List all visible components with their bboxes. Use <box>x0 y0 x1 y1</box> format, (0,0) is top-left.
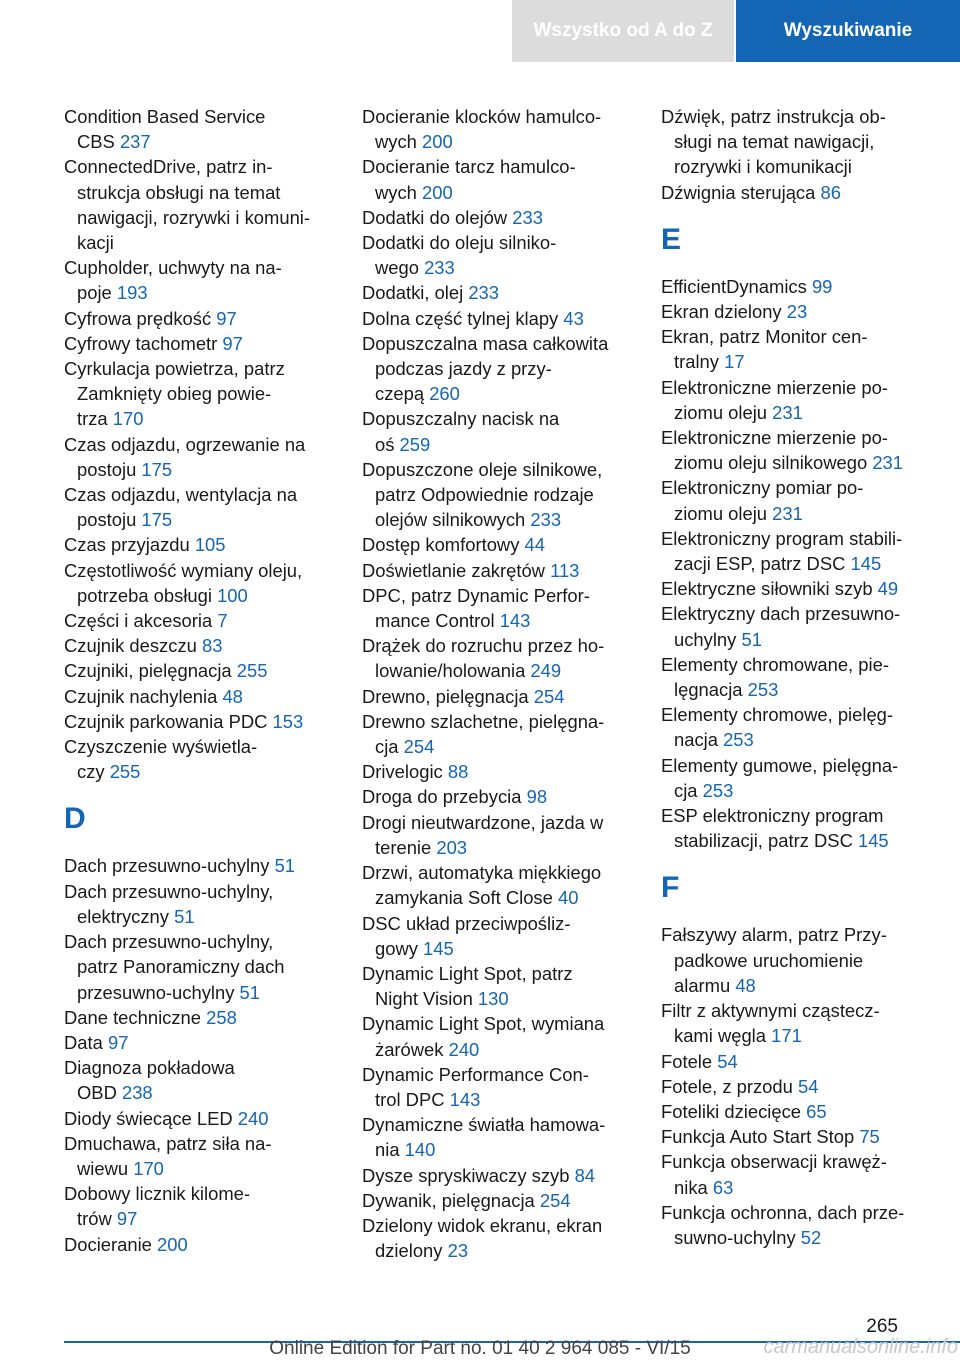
index-entry-text: Elementy chromowane, pie- lęgnacja <box>661 653 889 701</box>
index-entry-text: Cyfrowy tachometr <box>64 332 223 354</box>
index-entry <box>661 425 931 475</box>
tab-wyszukiwanie[interactable]: Wyszukiwanie <box>736 0 960 62</box>
index-entry <box>64 929 336 1005</box>
index-entry-text: Drogi nieutwardzone, jazda w terenie <box>362 811 604 858</box>
index-entry <box>661 1149 931 1199</box>
index-page-link[interactable]: 97 <box>107 1031 129 1053</box>
index-page-link[interactable]: 7 <box>217 610 228 632</box>
index-entry-text: Cyrkulacja powietrza, patrz Zamknięty obieg powie- trza <box>64 358 285 430</box>
index-entry <box>661 1124 931 1149</box>
index-entry-text: Drążek do rozruchu przez ho- lowanie/holowania <box>362 635 605 682</box>
index-page-link[interactable]: 233 <box>468 282 499 304</box>
index-entry <box>362 230 634 280</box>
index-entry-text: Dach przesuwno-uchylny <box>64 855 275 877</box>
index-page-link[interactable]: 231 <box>772 502 803 524</box>
index-entry <box>661 753 931 803</box>
index-entry <box>64 331 336 356</box>
index-entry-text: Dodatki do olejów <box>362 206 513 228</box>
index-page-link[interactable]: 97 <box>222 332 243 354</box>
index-entry <box>661 104 931 180</box>
index-entry <box>661 274 931 299</box>
index-page-link[interactable]: 260 <box>429 383 460 405</box>
index-page-link[interactable]: 143 <box>499 610 531 632</box>
index-page-link[interactable]: 145 <box>857 830 889 852</box>
index-page-link[interactable]: 254 <box>539 1189 571 1211</box>
index-entry-text: Czyszczenie wyświetla- czy <box>64 736 258 783</box>
index-entry <box>64 879 336 929</box>
index-entry-text: Dynamic Light Spot, patrz Night Vision <box>362 962 573 1010</box>
index-entry <box>64 608 336 633</box>
index-page-link[interactable]: 51 <box>274 855 296 877</box>
index-page-link[interactable]: 52 <box>800 1226 822 1248</box>
index-page-link[interactable]: 200 <box>422 181 453 203</box>
index-page-link[interactable]: 145 <box>423 937 454 959</box>
index-page-link[interactable]: 238 <box>121 1082 153 1104</box>
index-entry-text: Czujnik nachylenia <box>64 685 223 707</box>
index-entry <box>64 658 336 683</box>
index-page-link[interactable]: 130 <box>477 988 509 1010</box>
index-entry-text: Dopuszczone oleje silnikowe, patrz Odpowiednie rodzaje olejów silnikowych <box>362 458 603 531</box>
index-entry <box>362 306 634 331</box>
index-entry <box>64 633 336 658</box>
index-entry <box>362 911 634 961</box>
index-entry-text: Filtr z aktywnymi cząstecz- kami węgla <box>661 1000 880 1047</box>
index-entry <box>64 1106 336 1131</box>
index-page-link[interactable]: 253 <box>747 679 779 701</box>
index-entry-text: Drzwi, automatyka miękkiego zamykania Soft Close <box>362 862 602 909</box>
index-entry <box>362 860 634 910</box>
index-entry <box>64 709 336 734</box>
index-entry-text: Dodatki, olej <box>362 282 469 304</box>
index-entry-text: Dodatki do oleju silniko- wego <box>362 232 557 279</box>
index-entry-text: ConnectedDrive, patrz in- strukcja obsługi na temat nawigacji, rozrywki i komuni- kacji <box>64 156 311 254</box>
index-page-link[interactable]: 254 <box>533 685 565 707</box>
index-entry-text: Dach przesuwno-uchylny, patrz Panoramiczny dach przesuwno-uchylny <box>64 931 285 1003</box>
index-entry-text: Funkcja Auto Start Stop <box>661 1126 860 1148</box>
index-entry <box>362 1062 634 1112</box>
index-entry <box>661 702 931 752</box>
index-page-link[interactable]: 63 <box>712 1176 734 1198</box>
index-entry-text: DSC układ przeciwpośliz- gowy <box>362 912 571 959</box>
index-entry <box>661 1099 931 1124</box>
index-page-link[interactable]: 231 <box>772 401 803 423</box>
index-entry-text: Drivelogic <box>362 761 448 783</box>
index-entry-text: Dywanik, pielęgnacja <box>362 1189 540 1211</box>
index-page-link[interactable]: 88 <box>447 761 469 783</box>
index-page-link[interactable]: 175 <box>141 458 173 480</box>
index-entry <box>661 1049 931 1074</box>
index-entry <box>661 652 931 702</box>
index-entry-text: Docieranie <box>64 1233 158 1255</box>
index-entry <box>362 406 634 456</box>
index-page-link[interactable]: 97 <box>116 1208 138 1230</box>
index-page-link[interactable]: 43 <box>563 307 584 329</box>
index-entry <box>64 154 336 255</box>
index-entry-text: Ekran, patrz Monitor cen- tralny <box>661 326 868 373</box>
index-entry-text: Cyfrowa prędkość <box>64 307 217 329</box>
index-page-link[interactable]: 48 <box>222 685 243 707</box>
index-entry-text: Części i akcesoria <box>64 610 218 632</box>
index-entry <box>362 104 634 154</box>
index-entry-text: ESP elektroniczny program stabilizacji, patrz DSC <box>661 805 884 852</box>
index-entry <box>661 475 931 525</box>
index-entry <box>362 457 634 533</box>
index-entry-text: Funkcja ochronna, dach prze- suwno-uchylny <box>661 1201 905 1248</box>
index-entry-text: Elektryczny dach przesuwno- uchylny <box>661 603 901 650</box>
index-page-link[interactable]: 51 <box>174 905 195 927</box>
index-page-link[interactable]: 23 <box>447 1240 469 1262</box>
index-entry-text: Dane techniczne <box>64 1006 207 1028</box>
index-entry <box>362 684 634 709</box>
index-entry <box>64 1131 336 1181</box>
index-entry <box>362 154 634 204</box>
index-page-link[interactable]: 233 <box>424 257 455 279</box>
index-entry-text: Czujnik parkowania PDC <box>64 710 273 732</box>
index-entry-text: Czas odjazdu, wentylacja na postoju <box>64 484 298 531</box>
index-entry <box>661 1200 931 1250</box>
index-entry <box>661 299 931 324</box>
index-column-2 <box>362 104 634 1263</box>
index-page-link[interactable]: 258 <box>206 1006 237 1028</box>
index-entry-text: Dopuszczalny nacisk na oś <box>362 408 560 455</box>
index-entry <box>661 1074 931 1099</box>
index-page-link[interactable]: 113 <box>550 559 580 581</box>
index-entry-text: Diody świecące LED <box>64 1107 238 1129</box>
index-page-link[interactable]: 54 <box>797 1075 819 1097</box>
index-section-letter: F <box>661 871 680 905</box>
index-page-link[interactable]: 237 <box>119 131 151 153</box>
index-entry-text: Elementy chromowe, pielęg- nacja <box>661 704 894 751</box>
index-section-letter: D <box>64 802 86 836</box>
index-page-link[interactable]: 40 <box>557 887 579 909</box>
index-entry-text: Data <box>64 1031 108 1053</box>
index-entry-text: Funkcja obserwacji krawęż- nika <box>661 1151 887 1198</box>
index-page-link[interactable]: 140 <box>404 1139 436 1161</box>
index-column-3 <box>661 104 931 1250</box>
index-entry-text: Elektroniczny program stabili- zacji ESP, patrz DSC <box>661 527 903 575</box>
index-entry-text: Dach przesuwno-uchylny, elektryczny <box>64 880 274 927</box>
index-entry-text: Condition Based Service CBS <box>64 106 266 153</box>
watermark: carmanualsonline.info <box>763 1336 958 1358</box>
index-entry <box>64 1055 336 1105</box>
index-entry <box>362 961 634 1011</box>
index-entry-text: Docieranie klocków hamulco- wych <box>362 106 602 153</box>
index-entry <box>362 280 634 305</box>
index-page-link[interactable]: 49 <box>877 578 899 600</box>
index-page-link[interactable]: 84 <box>574 1164 596 1186</box>
index-page-link[interactable]: 153 <box>272 710 304 732</box>
index-entry <box>661 601 931 651</box>
index-entry-text: Częstotliwość wymiany oleju, potrzeba obsługi <box>64 559 303 606</box>
index-page-link[interactable]: 200 <box>157 1233 188 1255</box>
index-entry <box>64 104 336 154</box>
index-entry-text: Fałszywy alarm, patrz Przy- padkowe uruchomienie alarmu <box>661 924 887 996</box>
index-entry <box>64 1005 336 1030</box>
index-entry-text: Drewno, pielęgnacja <box>362 685 534 707</box>
index-section-letter: E <box>661 222 682 256</box>
index-entry-text: Czujnik deszczu <box>64 635 202 657</box>
index-entry-text: Fotele, z przodu <box>661 1075 798 1097</box>
index-page-link[interactable]: 86 <box>820 181 841 203</box>
index-entry-text: Dźwięk, patrz instrukcja ob- sługi na temat nawigacji, rozrywki i komunikacji <box>661 106 886 178</box>
index-entry-text: Dolna część tylnej klapy <box>362 307 564 329</box>
index-entry-text: Dzielony widok ekranu, ekran dzielony <box>362 1214 603 1262</box>
index-entry <box>64 734 336 784</box>
index-column-1 <box>64 104 336 1257</box>
index-entry-text: Dysze spryskiwaczy szyb <box>362 1164 575 1186</box>
index-entry <box>64 1181 336 1231</box>
index-page-link[interactable]: 75 <box>859 1126 880 1148</box>
index-page-link[interactable]: 171 <box>771 1025 802 1047</box>
index-entry-text: Diagnoza pokładowa OBD <box>64 1057 235 1104</box>
index-page-link[interactable]: 253 <box>702 779 734 801</box>
index-entry <box>64 558 336 608</box>
index-entry-text: Foteliki dziecięce <box>661 1100 807 1122</box>
index-entry-text: Dynamiczne światła hamowa- nia <box>362 1114 606 1161</box>
index-entry <box>64 853 336 878</box>
index-entry-text: Elementy gumowe, pielęgna- cja <box>661 754 899 801</box>
index-page-link[interactable]: 249 <box>530 660 562 682</box>
index-entry <box>362 558 634 583</box>
index-page-link[interactable]: 170 <box>112 408 144 430</box>
index-page-link[interactable]: 193 <box>116 282 148 304</box>
index-entry-text: Czas przyjazdu <box>64 534 195 556</box>
index-page-link[interactable]: 17 <box>724 351 745 373</box>
index-entry-text: Dynamic Light Spot, wymiana żarówek <box>362 1013 605 1060</box>
index-entry <box>362 1188 634 1213</box>
index-entry <box>362 1112 634 1162</box>
index-entry-text: Drewno szlachetne, pielęgna- cja <box>362 710 605 758</box>
index-entry <box>64 532 336 557</box>
index-entry <box>64 1232 336 1257</box>
index-entry-text: DPC, patrz Dynamic Perfor- mance Control <box>362 584 590 632</box>
index-page-link[interactable]: 105 <box>194 534 226 556</box>
index-entry <box>64 432 336 482</box>
index-entry <box>362 633 634 683</box>
top-header <box>0 0 960 62</box>
index-page-link[interactable]: 44 <box>524 534 545 556</box>
index-page-link[interactable]: 54 <box>717 1050 738 1072</box>
index-entry <box>661 375 931 425</box>
index-entry-text: Dopuszczalna masa całkowita podczas jazdy z przy- czepą <box>362 332 609 405</box>
index-page-link[interactable]: 203 <box>436 836 468 858</box>
index-page-link[interactable]: 240 <box>448 1038 480 1060</box>
index-page-link[interactable]: 200 <box>422 131 453 153</box>
index-page-link[interactable]: 65 <box>806 1100 827 1122</box>
index-page-link[interactable]: 259 <box>399 433 431 455</box>
index-entry <box>64 306 336 331</box>
index-entry <box>661 803 931 853</box>
index-entry <box>64 255 336 305</box>
index-entry <box>362 583 634 633</box>
index-entry-text: Dobowy licznik kilome- trów <box>64 1183 250 1230</box>
index-entry <box>661 526 931 576</box>
index-entry <box>362 205 634 230</box>
index-entry-text: Fotele <box>661 1050 718 1072</box>
index-page-link[interactable]: 170 <box>133 1157 164 1179</box>
index-page-link[interactable]: 175 <box>141 509 173 531</box>
index-page-link[interactable]: 240 <box>237 1107 269 1129</box>
index-page-link[interactable]: 253 <box>723 729 754 751</box>
index-entry <box>362 1011 634 1061</box>
index-entry <box>661 324 931 374</box>
index-page-link[interactable]: 99 <box>811 275 833 297</box>
index-page-link[interactable]: 255 <box>236 660 268 682</box>
index-entry <box>362 709 634 759</box>
index-entry <box>64 684 336 709</box>
index-page-link[interactable]: 51 <box>741 628 762 650</box>
index-entry-text: Droga do przebycia <box>362 786 527 808</box>
index-page-link[interactable]: 100 <box>217 584 248 606</box>
index-entry <box>362 532 634 557</box>
index-entry-text: Docieranie tarcz hamulco- wych <box>362 156 576 203</box>
index-entry-text: Dźwignia sterująca <box>661 181 821 203</box>
index-entry <box>661 576 931 601</box>
index-entry-text: Dmuchawa, patrz siła na- wiewu <box>64 1132 272 1179</box>
index-entry-text: Elektryczne siłowniki szyb <box>661 578 878 600</box>
index-entry-text: Ekran dzielony <box>661 301 787 323</box>
index-page-link[interactable]: 231 <box>872 452 903 474</box>
index-page-link[interactable]: 254 <box>403 736 435 758</box>
index-page-link[interactable]: 233 <box>512 206 543 228</box>
index-entry-text: Czas odjazdu, ogrzewanie na postoju <box>64 433 306 480</box>
edition-note: Online Edition for Part no. 01 40 2 964 085 - VI/15 <box>269 1338 691 1359</box>
index-page-link[interactable]: 51 <box>239 981 260 1003</box>
index-entry <box>362 1213 634 1263</box>
index-page-link[interactable]: 98 <box>526 786 548 808</box>
index-entry <box>362 759 634 784</box>
index-entry-text: Elektroniczne mierzenie po- ziomu oleju <box>661 376 888 423</box>
index-entry <box>362 1163 634 1188</box>
index-entry-text: Czujniki, pielęgnacja <box>64 660 237 682</box>
index-page-link[interactable]: 143 <box>449 1088 481 1110</box>
index-entry-text: Elektroniczne mierzenie po- ziomu oleju silnikowego <box>661 427 888 474</box>
index-page-link[interactable]: 23 <box>786 301 808 323</box>
index-entry-text: Doświetlanie zakrętów <box>362 559 551 581</box>
index-entry-text: Dynamic Performance Con- trol DPC <box>362 1063 589 1110</box>
index-entry-text: Cupholder, uchwyty na na- poje <box>64 257 282 304</box>
index-page-link[interactable]: 97 <box>216 307 237 329</box>
index-entry <box>661 922 931 998</box>
index-entry <box>362 331 634 407</box>
index-entry-text: Elektroniczny pomiar po- ziomu oleju <box>661 477 864 524</box>
index-entry <box>661 998 931 1048</box>
index-page-link[interactable]: 83 <box>201 635 223 657</box>
index-entry <box>362 784 634 809</box>
index-page-link[interactable]: 233 <box>530 509 562 531</box>
page-number: 265 <box>866 1316 898 1337</box>
index-entry <box>64 356 336 432</box>
index-entry-text: Dostęp komfortowy <box>362 534 525 556</box>
index-page-link[interactable]: 255 <box>109 761 141 783</box>
tab-wszystko-od-a-do-z[interactable]: Wszystko od A do Z <box>512 0 734 62</box>
index-page-link[interactable]: 48 <box>735 974 756 996</box>
index-page-link[interactable]: 145 <box>850 553 882 575</box>
index-entry <box>362 810 634 860</box>
index-entry-text: EfficientDynamics <box>661 275 812 297</box>
index-entry <box>64 482 336 532</box>
index-entry <box>661 180 931 205</box>
index-entry <box>64 1030 336 1055</box>
